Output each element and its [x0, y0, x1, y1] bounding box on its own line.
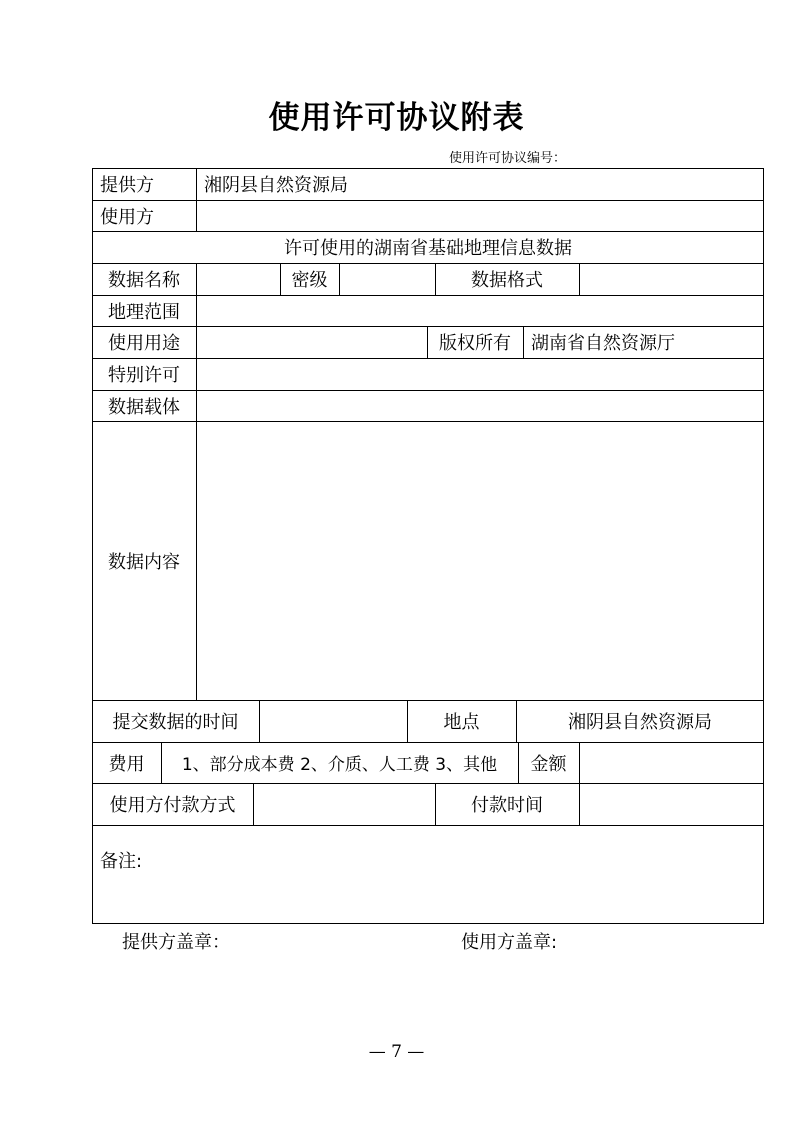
secret-level-field[interactable]	[339, 263, 435, 295]
data-name-label: 数据名称	[108, 270, 180, 291]
provider-label: 提供方	[100, 175, 154, 196]
data-content-field[interactable]	[196, 421, 764, 700]
page-title: 使用许可协议附表	[268, 100, 525, 136]
fee-label: 费用	[108, 753, 145, 775]
provider-seal-label: 提供方盖章：	[122, 932, 230, 953]
remarks-field[interactable]	[160, 825, 764, 924]
user-value-field[interactable]	[196, 200, 764, 231]
section-header: 许可使用的湖南省基础地理信息数据	[284, 238, 572, 259]
copyright-value: 湖南省自然资源厅	[531, 333, 675, 354]
submit-time-label: 提交数据的时间	[112, 712, 239, 733]
usage-field[interactable]	[196, 326, 427, 358]
geo-range-field[interactable]	[196, 295, 764, 326]
location-label: 地点	[443, 712, 480, 733]
payment-time-label: 付款时间	[471, 795, 543, 816]
page-number: — 7 —	[368, 1042, 425, 1062]
secret-level-label: 密级	[291, 270, 328, 291]
amount-label: 金额	[530, 753, 567, 775]
copyright-label: 版权所有	[439, 333, 511, 354]
data-name-field[interactable]	[196, 263, 280, 295]
data-carrier-field[interactable]	[196, 390, 764, 421]
data-format-label: 数据格式	[471, 270, 543, 291]
data-content-label: 数据内容	[108, 551, 180, 573]
amount-field[interactable]	[579, 742, 764, 783]
user-seal-label: 使用方盖章:	[461, 932, 558, 953]
payment-time-field[interactable]	[579, 783, 764, 825]
location-value: 湘阴县自然资源局	[568, 712, 712, 733]
data-format-field[interactable]	[579, 263, 764, 295]
fee-options: 1、部分成本费 2、介质、人工费 3、其他	[181, 755, 498, 775]
special-permit-label: 特别许可	[108, 365, 180, 386]
data-carrier-label: 数据载体	[108, 396, 180, 418]
special-permit-field[interactable]	[196, 358, 764, 390]
remarks-label: 备注:	[100, 851, 143, 872]
geo-range-label: 地理范围	[108, 301, 180, 323]
payment-method-label: 使用方付款方式	[109, 795, 236, 816]
agreement-number-label: 使用许可协议编号：	[449, 151, 567, 166]
provider-value: 湘阴县自然资源局	[204, 175, 348, 196]
submit-time-field[interactable]	[259, 700, 407, 742]
payment-method-field[interactable]	[253, 783, 435, 825]
user-label: 使用方	[100, 206, 154, 228]
usage-label: 使用用途	[108, 333, 180, 354]
